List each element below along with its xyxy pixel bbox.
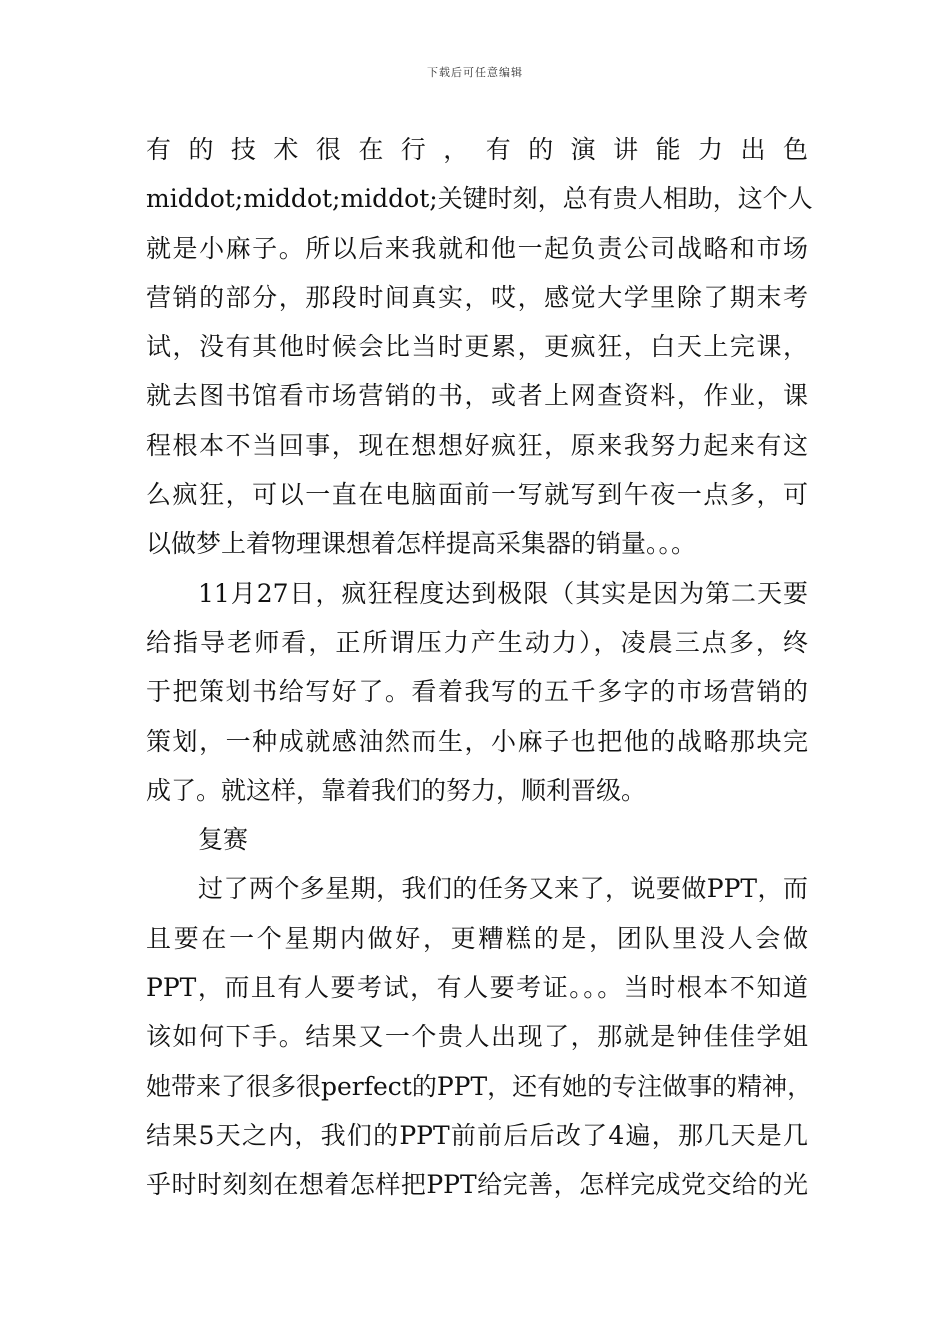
- text-line: 成了。就这样，靠着我们的努力，顺利晋级。: [146, 775, 647, 805]
- page-header: 下载后可任意编辑: [427, 66, 523, 79]
- text-line: 给指导老师看，正所谓压力产生动力），凌晨三点多，终: [146, 627, 808, 657]
- text-line: 营销的部分，那段时间真实，哎，感觉大学里除了期末考: [146, 282, 808, 312]
- text-line: 么疯狂，可以一直在电脑面前一写就写到午夜一点多，可: [146, 480, 808, 510]
- text-line: 于把策划书给写好了。看着我写的五千多字的市场营销的: [146, 677, 808, 707]
- text-line: 试，没有其他时候会比当时更累，更疯狂，白天上完课，: [146, 332, 808, 362]
- document-body: [146, 125, 813, 1210]
- paragraph-first-line: 11月27日，疯狂程度达到极限（其实是因为第二天要: [198, 578, 808, 608]
- text-line: 有的技术很在行，有的演讲能力出色: [146, 135, 808, 164]
- text-line: 程根本不当回事，现在想想好疯狂，原来我努力起来有这: [146, 430, 808, 460]
- text-line: 乎时时刻刻在想着怎样把PPT给完善，怎样完成党交给的光: [146, 1170, 808, 1200]
- text-line: 该如何下手。结果又一个贵人出现了，那就是钟佳佳学姐: [146, 1022, 808, 1052]
- text-line: 策划，一种成就感油然而生，小麻子也把他的战略那块完: [146, 726, 808, 756]
- text-line: middot;middot;middot;关键时刻，总有贵人相助，这个人: [146, 184, 813, 214]
- text-line: 就去图书馆看市场营销的书，或者上网查资料，作业，课: [146, 381, 808, 411]
- text-line: 就是小麻子。所以后来我就和他一起负责公司战略和市场: [146, 233, 808, 263]
- text-line: 以做梦上着物理课想着怎样提高采集器的销量。。。: [146, 529, 697, 559]
- text-line: PPT，而且有人要考试，有人要考证。。。当时根本不知道: [146, 973, 808, 1003]
- section-heading: 复赛: [198, 825, 249, 855]
- text-line: 且要在一个星期内做好，更糟糕的是，团队里没人会做: [146, 923, 808, 953]
- paragraph-first-line: 过了两个多星期，我们的任务又来了，说要做PPT，而: [198, 874, 808, 904]
- text-line: 她带来了很多很perfect的PPT，还有她的专注做事的精神，: [146, 1071, 813, 1101]
- text-line: 结果5天之内，我们的PPT前前后后改了4遍，那几天是几: [146, 1120, 808, 1150]
